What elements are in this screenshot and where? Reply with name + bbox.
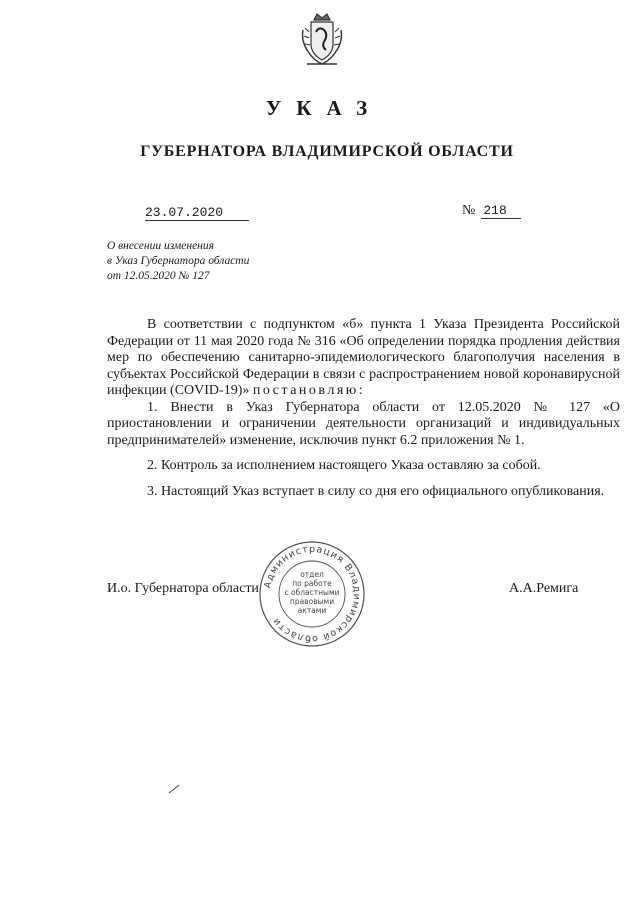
preamble-text: В соответствии с подпунктом «б» пункта 1 Указа Президента Российской Федерации от 11 мая 2020 года № 316 «Об определении порядка продления действия мер по обеспечению санитарно-эпидемиологического благополучия населения в субъектах Российской Федерации в связи с распространением новой коронавирусной инфекции (COVID-19)» xyxy=(107,317,620,398)
document-subject xyxy=(107,239,249,284)
subject-line: О внесении изменения xyxy=(107,240,214,252)
stamp-outer-text: Администрация Владимирской области xyxy=(262,543,363,645)
item-paragraph: 3. Настоящий Указ вступает в силу со дня его официального опубликования. xyxy=(147,483,605,499)
signatory-name: А.А.Ремига xyxy=(509,581,579,596)
number-sign: № xyxy=(462,203,476,218)
stamp-line: актами xyxy=(297,606,327,615)
preamble-paragraph xyxy=(107,317,620,400)
document-title: УКАЗ xyxy=(265,96,383,120)
signatory-position: И.о. Губернатора области xyxy=(107,581,259,596)
stamp-line: по работе xyxy=(292,579,332,588)
document-subtitle: ГУБЕРНАТОРА ВЛАДИМИРСКОЙ ОБЛАСТИ xyxy=(140,143,514,160)
stamp-line: правовыми xyxy=(289,597,335,606)
number-value: 218 xyxy=(481,203,521,219)
decree-word: постановляю: xyxy=(252,383,366,398)
coat-of-arms-icon xyxy=(299,10,345,68)
pen-mark-icon xyxy=(168,784,180,794)
document-body xyxy=(107,317,620,500)
official-stamp xyxy=(257,539,367,649)
document-date: 23.07.2020 xyxy=(145,205,249,221)
subject-line: в Указ Губернатора области xyxy=(107,255,250,267)
subject-line: от 12.05.2020 № 127 xyxy=(107,270,210,282)
stamp-line: с областными xyxy=(284,588,340,597)
stamp-line: отдел xyxy=(300,570,324,579)
item-paragraph: 2. Контроль за исполнением настоящего Указа оставляю за собой. xyxy=(147,458,541,473)
document-number xyxy=(462,203,521,219)
item-paragraph: 1. Внести в Указ Губернатора области от 12.05.2020 № 127 «О приостановлении и ограничении деятельности организаций и индивидуальных предпринимателей» изменение, исключив пункт 6.2 приложения № 1. xyxy=(107,399,620,448)
